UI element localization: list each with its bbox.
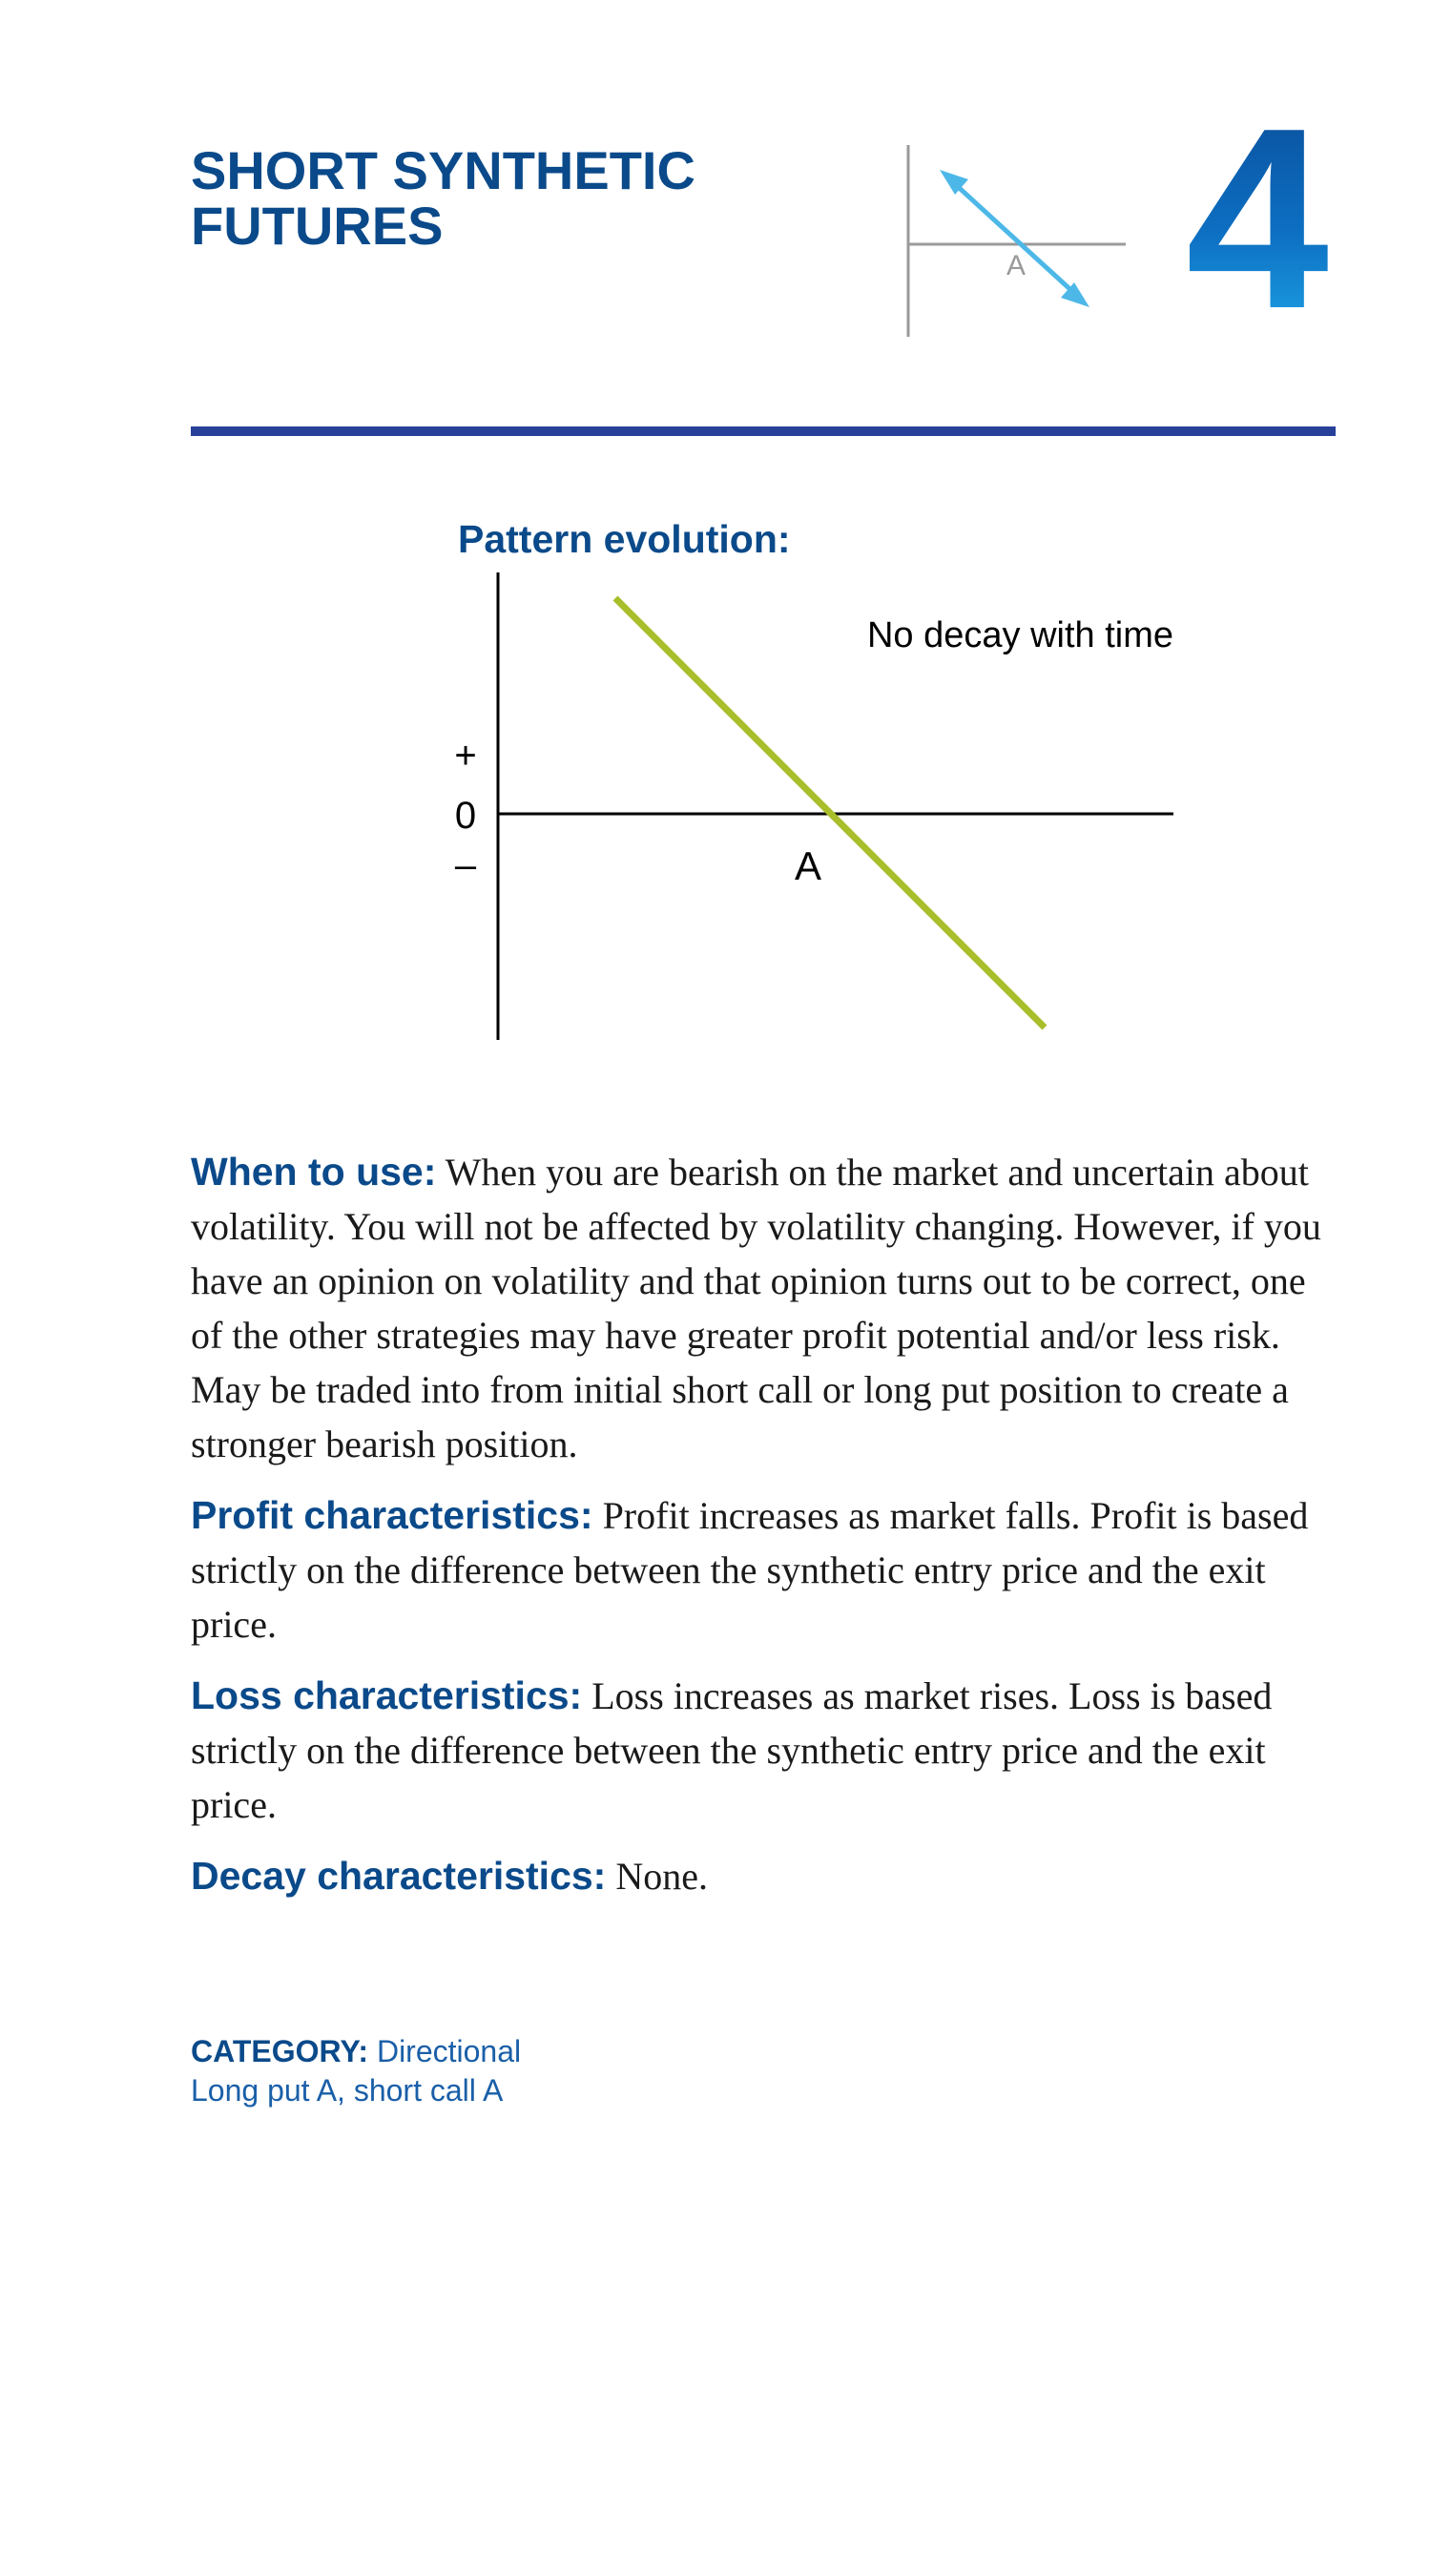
profit-characteristics-text: Profit increases as market falls. Profit is based strictly on the difference between the synthetic entry price and the exit price. <box>191 1494 1309 1646</box>
strike-label: A <box>794 843 822 888</box>
section-profit-characteristics <box>191 1488 1340 1652</box>
title-line-1: SHORT SYNTHETIC <box>191 140 695 200</box>
when-to-use-label: When to use: <box>191 1150 437 1194</box>
strategy-description <box>191 1145 1340 1921</box>
category-label: CATEGORY: <box>191 2034 369 2068</box>
profit-characteristics-label: Profit characteristics: <box>191 1493 593 1537</box>
section-decay-characteristics <box>191 1849 1340 1903</box>
pattern-evolution-label: Pattern evolution: <box>458 517 791 561</box>
loss-characteristics-text: Loss increases as market rises. Loss is based strictly on the difference between the synthetic entry price and the exit price. <box>191 1674 1273 1826</box>
decay-characteristics-text: None. <box>615 1855 708 1898</box>
title-line-2: FUTURES <box>191 196 444 256</box>
loss-characteristics-label: Loss characteristics: <box>191 1673 583 1717</box>
mini-payoff-diagram <box>902 143 1130 339</box>
header-divider <box>191 426 1336 436</box>
decay-annotation: No decay with time <box>866 615 1173 655</box>
category-value: Directional <box>376 2034 522 2068</box>
category-block <box>191 2032 521 2110</box>
category-positions: Long put A, short call A <box>191 2073 504 2108</box>
strategy-number: 4 <box>1162 95 1353 343</box>
section-when-to-use <box>191 1145 1340 1471</box>
y-label-plus: + <box>454 735 477 777</box>
when-to-use-text: When you are bearish on the market and uncertain about volatility. You will not be affected by volatility changing. However, if you have an opinion on volatility and that opinion turns out to be correct, one of the other strategies may have greater profit potential and/or less risk. May be traded into from initial short call or long put position to create a stronger bearish position. <box>191 1151 1321 1465</box>
y-label-minus: – <box>454 844 477 886</box>
section-loss-characteristics <box>191 1669 1340 1832</box>
page-title <box>191 140 801 256</box>
mini-strike-label: A <box>1006 250 1027 281</box>
y-label-zero: 0 <box>454 795 477 837</box>
decay-characteristics-label: Decay characteristics: <box>191 1854 607 1898</box>
pattern-evolution-chart <box>420 563 1202 1078</box>
category-line <box>191 2032 521 2071</box>
